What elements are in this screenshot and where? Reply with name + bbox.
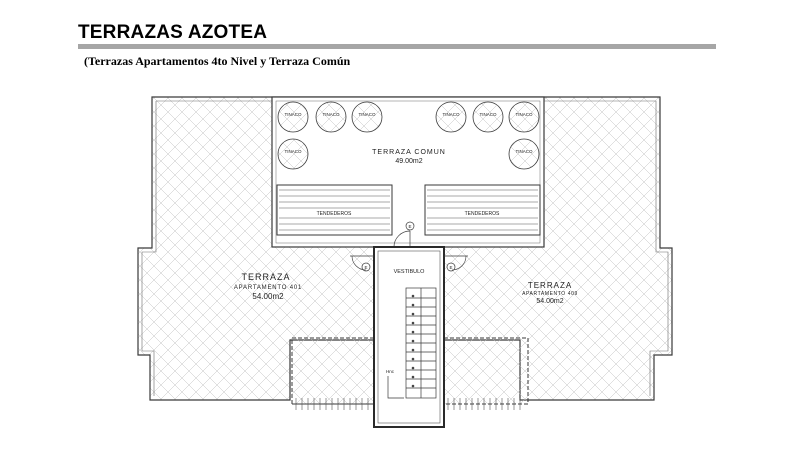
balcony-right [444, 338, 528, 410]
terrace-409-apartment: APARTAMENTO 409 [522, 291, 578, 297]
svg-text:E: E [364, 265, 368, 270]
terrace-409-title: TERRAZA [527, 281, 573, 290]
svg-text:E: E [449, 265, 453, 270]
common-terrace-area: 49.00m2 [395, 158, 423, 165]
svg-text:E: E [408, 224, 412, 229]
svg-text:TINACO: TINACO [515, 149, 533, 154]
water-tank [352, 102, 382, 132]
stair-tag: Hnc [386, 369, 395, 374]
svg-text:TINACO: TINACO [442, 112, 460, 117]
page-title: TERRAZAS AZOTEA [78, 22, 268, 43]
terrace-401-apartment: APARTAMENTO 401 [233, 285, 303, 291]
svg-text:TINACO: TINACO [479, 112, 497, 117]
terrace-409-area: 54.00m2 [536, 298, 564, 305]
water-tank [509, 139, 539, 169]
svg-text:TINACO: TINACO [358, 112, 376, 117]
tendedero-right [425, 185, 540, 235]
svg-text:TINACO: TINACO [284, 112, 302, 117]
water-tank [278, 139, 308, 169]
svg-text:TINACO: TINACO [515, 112, 533, 117]
terrace-401-title: TERRAZA [241, 272, 291, 282]
svg-text:TINACO: TINACO [284, 149, 302, 154]
page-subtitle: (Terrazas Apartamentos 4to Nivel y Terraza Común [84, 54, 351, 68]
terrace-401-area: 54.00m2 [252, 292, 284, 301]
tendedero-left [277, 185, 392, 235]
common-terrace-label: TERRAZA COMUN [372, 149, 446, 156]
tendedero-right-label: TENDEDEROS [464, 211, 500, 217]
water-tank [278, 102, 308, 132]
water-tank [436, 102, 466, 132]
svg-text:TINACO: TINACO [322, 112, 340, 117]
vestibule-label: VESTIBULO [393, 269, 425, 275]
door-marker [406, 222, 414, 230]
water-tank [316, 102, 346, 132]
balcony-left [292, 338, 376, 410]
tendedero-left-label: TENDEDEROS [316, 211, 352, 217]
water-tank [473, 102, 503, 132]
water-tank [509, 102, 539, 132]
